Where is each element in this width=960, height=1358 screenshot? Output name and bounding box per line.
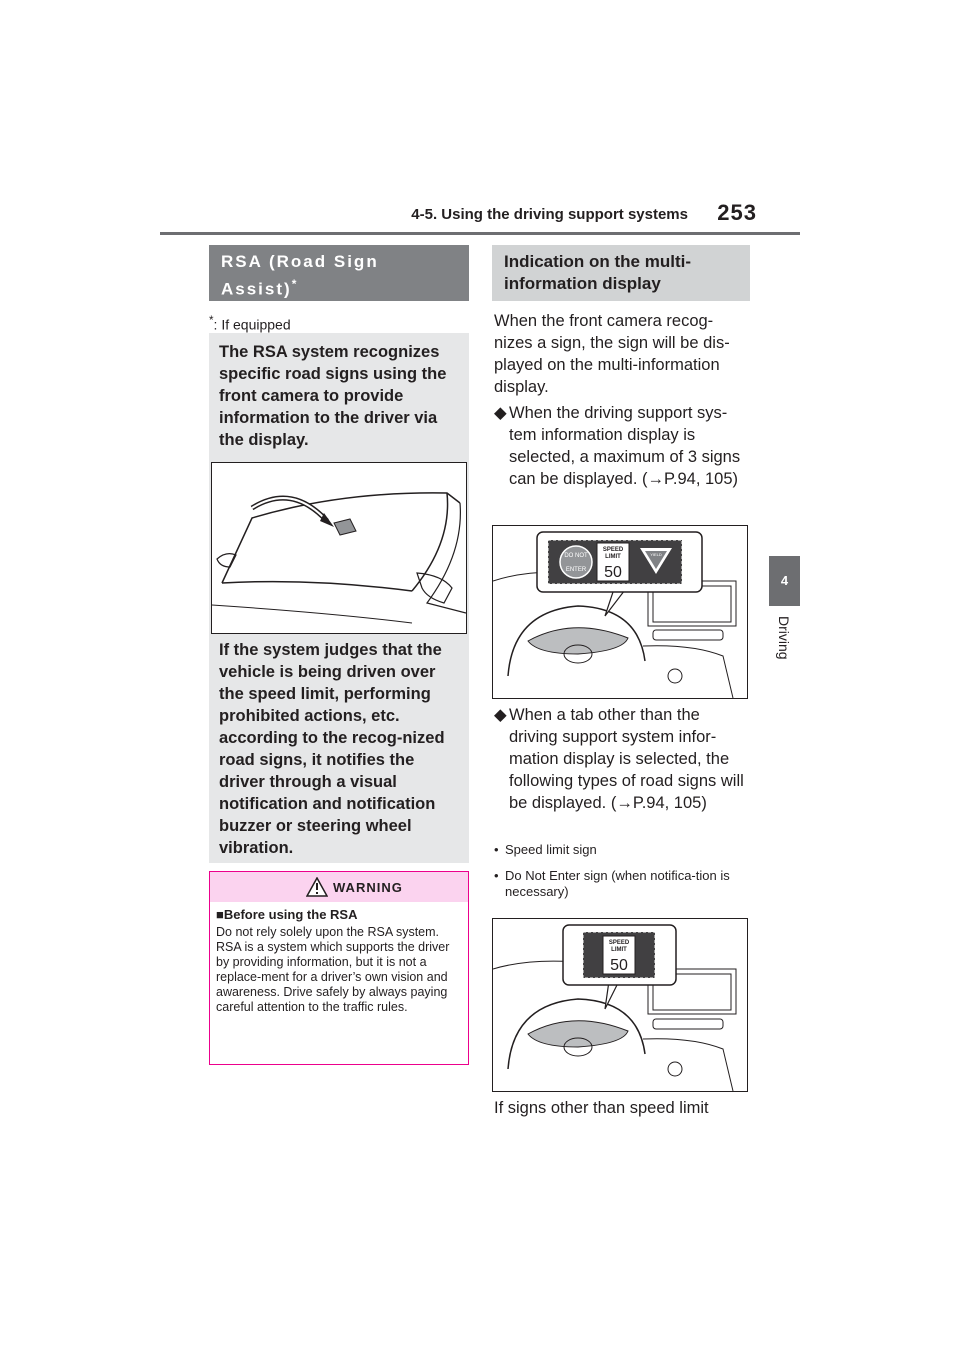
chapter-tab-label: Driving [776,616,792,660]
dashboard-three-signs-illustration [492,525,748,699]
section-heading-rsa [209,245,469,301]
bullet-item-1 [494,402,750,502]
chapter-tab-label-wrap [774,616,794,676]
warning-box [209,871,469,1065]
sign-speed-2: SPEED [608,940,630,946]
warning-label: WARNING [333,880,403,895]
rsa-body-text: If the system judges that the vehicle is being driven over the speed limit, performing prohibited actions, etc. according to the recog-nized road signs, it notifies the driver through a visual notification and notification buzzer or steering wheel vibration. [219,641,445,857]
dashboard-illustration-svg-1 [493,526,747,698]
footnote [209,314,291,333]
trailing-paragraph: If signs other than speed limit [494,1099,709,1117]
indication-heading-line2: information display [504,274,661,293]
sign-speed-value: 50 [604,564,622,581]
dashboard-single-sign-illustration [492,918,748,1092]
warning-triangle-icon [306,877,328,897]
sub-item-2-text: Do Not Enter sign (when notifica-tion is necessary) [505,868,730,899]
windshield-camera-illustration [211,462,467,634]
warning-text: Do not rely solely upon the RSA system. RSA is a system which supports the driver by providing information, but it is not a replace-ment for a driver’s own vision and awareness. Drive safely by always paying careful attention to the traffic rules. [216,925,450,1014]
footnote-asterisk: * [209,314,214,327]
rsa-heading-line2: Assist) [221,279,292,299]
bullet-1-text: When the driving support sys-tem information display is selected, a maximum of 3 signs can be displayed. (→P.94, 105) [509,404,741,488]
bullet-2-text: When a tab other than the driving support system infor-mation display is selected, the following types of road signs will be displayed. (→P.94, 105) [509,706,744,812]
chapter-tab-number: 4 [769,556,800,606]
bullet-diamond-icon: ◆ [494,706,507,724]
page-number: 253 [717,200,757,225]
sub-item-1-text: Speed limit sign [505,842,597,857]
running-header-title: 4-5. Using the driving support systems [411,206,688,223]
rsa-heading-asterisk: * [291,277,297,291]
rsa-summary-box [209,333,469,863]
intro-paragraph: When the front camera recog-nizes a sign, the sign will be dis-played on the multi-information display. [494,312,730,396]
bullet-diamond-icon: ◆ [494,404,507,422]
section-heading-indication [492,245,750,301]
bullet-item-2 [494,704,750,834]
rsa-lead-text: The RSA system recognizes specific road signs using the front camera to provide information to the driver via the display. [219,343,447,449]
rsa-heading-line1: RSA (Road Sign [221,252,379,271]
sign-speed-value-2: 50 [610,957,628,974]
windshield-illustration-svg [212,463,466,633]
sign-enter: ENTER [565,567,587,573]
header-rule [160,232,800,235]
sign-do-not: DO NOT [564,553,588,559]
sign-limit: LIMIT [605,554,621,560]
indication-heading-line1: Indication on the multi- [504,252,691,271]
sign-limit-2: LIMIT [611,947,627,953]
sign-speed: SPEED [602,547,624,553]
warning-subheading: ■Before using the RSA [216,907,358,922]
warning-header [210,872,468,902]
footnote-text: : If equipped [213,316,291,333]
sign-yield: YIELD [650,552,662,557]
dashboard-illustration-svg-2 [493,919,747,1091]
